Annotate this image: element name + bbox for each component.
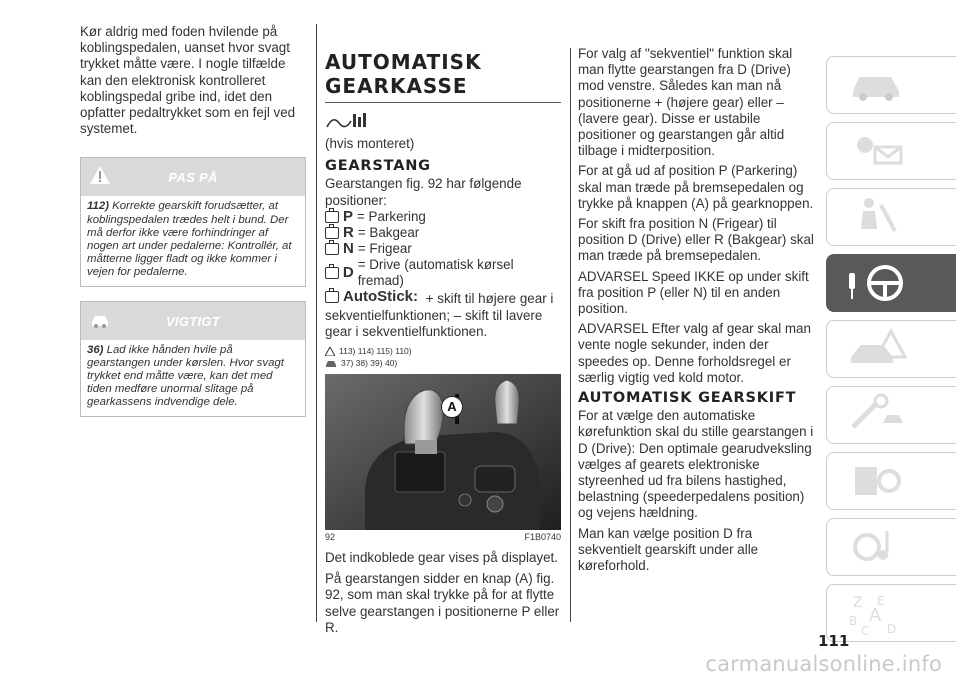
- warning-body: [81, 340, 305, 416]
- autostick-desc: + skift til højere gear i sekventielfunktionen; – skift til lavere gear i sekventielfunktionen.: [325, 291, 554, 340]
- gear-key: N: [343, 240, 354, 258]
- tab-dashboard[interactable]: [826, 56, 956, 114]
- car-hand-icon: [325, 359, 337, 368]
- warning-triangle-icon: [325, 347, 335, 356]
- warning-text: Lad ikke hånden hvile på gearstangen under kørslen. Hvor svagt trykket end måtte være, kan det med tiden medføre unormal slitage på gearkassens indvendige dele.: [87, 343, 284, 409]
- left-column: [80, 24, 306, 417]
- figure-number: 92: [325, 532, 336, 543]
- warning-ref-number: 112): [87, 200, 109, 213]
- svg-text:E: E: [877, 594, 885, 608]
- section-title-line1: AUTOMATISK: [325, 50, 482, 74]
- multimedia-icon: [847, 525, 907, 565]
- bullet-icon: [325, 243, 339, 255]
- gear-key: P: [343, 208, 354, 226]
- warning-body: [81, 196, 305, 285]
- lights-envelope-icon: [847, 129, 907, 169]
- middle-column: [325, 52, 561, 640]
- gear-item: [325, 241, 561, 257]
- bullet-icon: [325, 267, 339, 279]
- ref-numbers: 37) 38) 39) 40): [341, 358, 398, 369]
- gear-list: [325, 209, 561, 340]
- column-divider: [570, 48, 571, 622]
- gear-key: AutoStick:: [343, 288, 418, 306]
- warning-title: VIGTIGT: [165, 313, 221, 329]
- section-title-line2: GEARKASSE: [325, 74, 468, 98]
- paragraph: ADVARSEL Efter valg af gear skal man vente nogle sekunder, inden der speedes op. Denne forholdsregel er særlig vigtig ved kold motor.: [578, 321, 811, 385]
- tab-warnings[interactable]: [826, 320, 956, 378]
- warning-text: Korrekte gearskift forudsætter, at koblingspedalen trædes helt i bund. Der må derfor ikke være forhindringer af nogen art under pedalerne: Kontrollér, at måtterne ligger fladt og ikke kommer i vejen for pedalerne.: [87, 200, 292, 279]
- tab-maintenance[interactable]: [826, 452, 956, 510]
- tab-multimedia[interactable]: [826, 518, 956, 576]
- gear-item: [325, 257, 561, 289]
- tab-safety[interactable]: [826, 188, 956, 246]
- airbag-seat-icon: [847, 195, 907, 235]
- paragraph: Det indkoblede gear vises på displayet.: [325, 550, 558, 566]
- monteret-note: (hvis monteret): [325, 136, 415, 151]
- paragraph: For at gå ud af position P (Parkering) skal man træde på bremsepedalen og trykke på knappen (A) på gearknoppen.: [578, 163, 814, 211]
- key-steering-wheel-icon: [847, 261, 907, 305]
- tab-lights[interactable]: [826, 122, 956, 180]
- maintenance-wrench-icon: [847, 393, 907, 433]
- warning-refs: [325, 346, 561, 356]
- gear-shifter-illustration: [325, 374, 561, 530]
- warning-box-vigtigt: [80, 301, 306, 417]
- bullet-icon: [325, 291, 339, 303]
- paragraph: For skift fra position N (Frigear) til position D (Drive) eller R (Bakgear) skal man træde på bremsepedalen.: [578, 216, 814, 264]
- svg-text:B: B: [849, 614, 858, 628]
- autostick-item: [325, 289, 561, 340]
- automatic-gearbox-symbol-icon: [325, 111, 369, 131]
- paragraph: ADVARSEL Speed IKKE op under skift fra position P (eller N) til en anden position.: [578, 268, 809, 317]
- technical-data-icon: [847, 459, 907, 499]
- gear-desc: = Frigear: [357, 241, 412, 257]
- gear-item: [325, 225, 561, 241]
- important-refs: [325, 358, 561, 368]
- paragraph: Man kan vælge position D fra sekventielt gearskift under alle køreforhold.: [578, 525, 759, 574]
- gear-desc: = Parkering: [357, 209, 426, 225]
- gear-desc: = Drive (automatisk kørsel fremad): [357, 257, 514, 289]
- emergency-triangle-icon: [847, 327, 907, 367]
- gear-desc: = Bakgear: [357, 225, 420, 241]
- car-dashboard-icon: [847, 63, 907, 103]
- site-watermark[interactable]: carmanualsonline.info: [705, 652, 942, 676]
- paragraph: For valg af "sekventiel" funktion skal man flytte gearstangen fra D (Drive) mod venstre. Således kan man nå positionerne + (højere gear) eller – (lavere gear). Disse er ustabile positioner og gearstangen går altid tilbage i midterposition.: [578, 46, 793, 159]
- right-column: [578, 46, 816, 578]
- gear-key: D: [342, 264, 354, 282]
- title-rule: [325, 102, 561, 103]
- bullet-icon: [325, 227, 339, 239]
- paragraph: For at vælge den automatiske kørefunktion skal du stille gearstangen i D (Drive): Den optimale gearudveksling vælges af gearets elektroniske styreenhed ud fra bilens hastighed, belastning (speederpedalens position) og vejens hældning.: [578, 408, 814, 521]
- figure-code: F1B0740: [524, 532, 561, 543]
- subsection-title-gearskift: AUTOMATISK GEARSKIFT: [578, 390, 797, 407]
- warning-header: [81, 302, 305, 340]
- gear-item: [325, 209, 561, 225]
- warning-ref-number: 36): [87, 343, 104, 356]
- callout-label-a: A: [441, 396, 463, 418]
- bullet-icon: [325, 211, 339, 223]
- warning-box-pas-pa: [80, 157, 306, 286]
- column-divider: [316, 24, 317, 622]
- svg-text:Z: Z: [853, 595, 863, 611]
- tab-emergency[interactable]: [826, 386, 956, 444]
- svg-text:A: A: [869, 605, 882, 626]
- gear-shifter-photo: [325, 374, 561, 530]
- gearstang-intro: Gearstangen fig. 92 har følgende positioner:: [325, 176, 522, 208]
- warning-header: [81, 158, 305, 196]
- svg-text:D: D: [887, 622, 897, 635]
- chapter-tabs: [826, 56, 956, 650]
- page-number: 111: [818, 632, 850, 650]
- index-abc-icon: [847, 591, 907, 635]
- tab-starting-driving[interactable]: [826, 254, 956, 312]
- svg-text:C: C: [861, 624, 870, 635]
- intro-paragraph: Kør aldrig med foden hvilende på koblingspedalen, uanset hvor svagt trykket måtte være. I nogle tilfælde kan den elektronisk kontrolleret koblingspedal gribe ind, idet den opfatter pedaltrykket som en fejl ved systemet.: [80, 24, 296, 137]
- figure-caption: [325, 532, 561, 542]
- subsection-title-gearstang: GEARSTANG: [325, 158, 431, 175]
- gear-key: R: [343, 224, 354, 242]
- paragraph: På gearstangen sidder en knap (A) fig. 92, som man skal trykke på for at flytte selve gearstangen i positionerne P eller R.: [325, 570, 560, 636]
- ref-numbers: 113) 114) 115) 110): [339, 346, 412, 357]
- warning-title: PAS PÅ: [168, 170, 218, 186]
